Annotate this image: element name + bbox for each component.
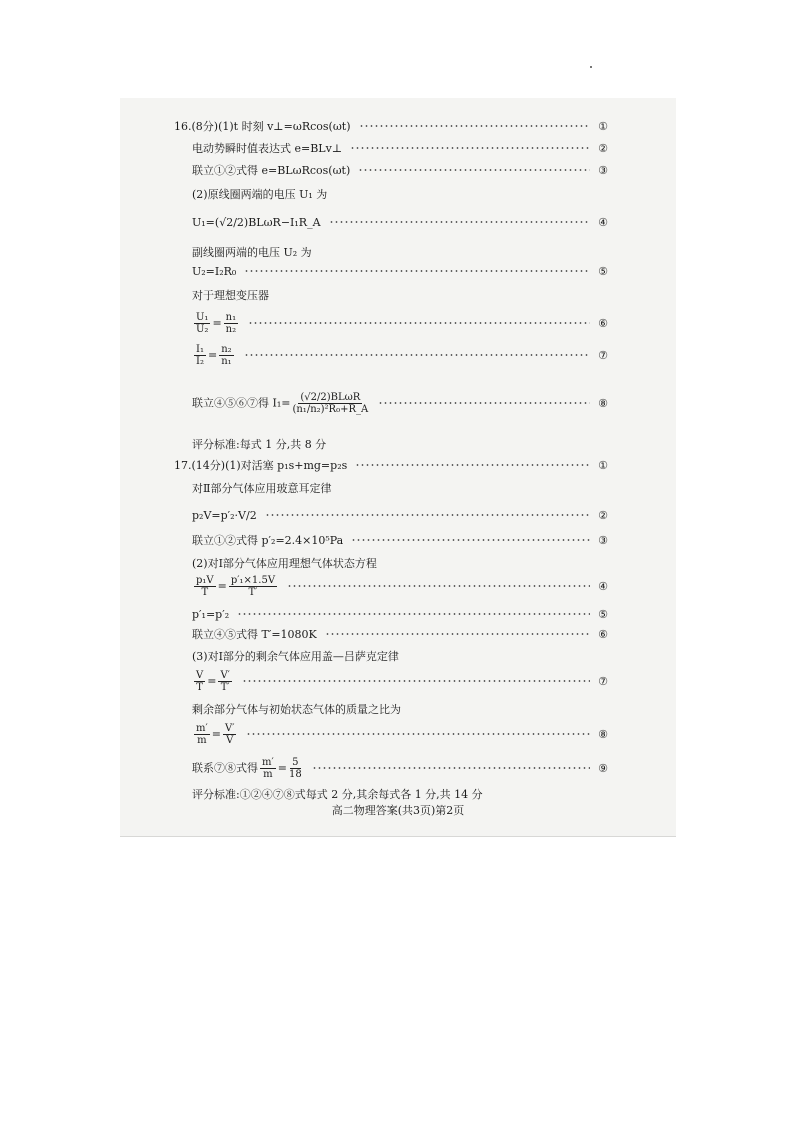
leader-dots: [355, 464, 590, 466]
eq-text: 联系⑦⑧式得 $\frac{m'}{m}$ = $\frac{5}{18}$: [192, 756, 302, 780]
q16-header: 16.(8分)(1)t 时刻 v⊥=ωRcos(ωt): [174, 120, 351, 133]
leader-dots: [244, 270, 590, 272]
leader-dots: [287, 585, 590, 587]
q17-eq4: [192, 572, 610, 600]
q17-part3-label: (3)对Ⅰ部分的剩余气体应用盖—吕萨克定律: [192, 650, 399, 663]
eq-text: 联立④⑤式得 T′=1080K: [192, 628, 317, 641]
leader-dots: [350, 147, 590, 149]
leader-dots: [325, 633, 590, 635]
eq-marker: ③: [598, 533, 608, 547]
q17-eq5: [192, 604, 610, 624]
eq-marker: ④: [598, 215, 608, 229]
q17-scoring: 评分标准:①②④⑦⑧式每式 2 分,其余每式各 1 分,共 14 分: [192, 788, 483, 801]
leader-dots: [359, 125, 591, 127]
eq-text: $\frac{V}{T}$ = $\frac{V'}{T'}$: [196, 669, 230, 693]
eq-text: p′₁=p′₂: [192, 607, 230, 621]
q17-eq8: [192, 720, 610, 748]
eq-marker: ①: [598, 119, 608, 133]
q16-eq6: [192, 310, 610, 336]
q17-eq7: [192, 667, 610, 695]
q17-eq9: [192, 754, 610, 782]
eq-text: 联立①②式得 e=BLωRcos(ωt): [192, 164, 351, 177]
q17-eq1: [174, 455, 610, 475]
q16-eq4: [192, 212, 610, 232]
leader-dots: [329, 221, 590, 223]
eq-text: $\frac{\text{I₁}}{\text{I₂}}$ = $\frac{\text{n₂}}{\text{n₁}}$: [196, 343, 232, 367]
eq-text: $\frac{\text{p₁V}}{T}$ = $\frac{\text{p′₁×1.5V}}{T'}$: [196, 574, 276, 598]
eq-marker: ⑦: [598, 348, 608, 362]
q17-part2-label: (2)对Ⅰ部分气体应用理想气体状态方程: [192, 557, 377, 570]
page-footer: 高二物理答案(共3页)第2页: [331, 804, 465, 817]
leader-dots: [248, 322, 590, 324]
leader-dots: [237, 613, 590, 615]
q17-eq6: [192, 624, 610, 644]
q16-eq7: [192, 342, 610, 368]
leader-dots: [246, 733, 590, 735]
eq-text: 电动势瞬时值表达式 e=BLv⊥: [192, 142, 343, 155]
eq-text: p₂V=p′₂·V/2: [192, 508, 257, 522]
leader-dots: [351, 539, 590, 541]
eq-text: U₂=I₂R₀: [192, 264, 237, 278]
leader-dots: [242, 680, 590, 682]
eq-text: 联立①②式得 p′₂=2.4×10⁵Pa: [192, 534, 344, 547]
eq-marker: ②: [598, 508, 608, 522]
eq-marker: ⑨: [598, 761, 608, 775]
q16-u2-label: 副线圈两端的电压 U₂ 为: [192, 246, 312, 259]
q16-eq2: [192, 138, 610, 158]
leader-dots: [265, 514, 590, 516]
eq-marker: ⑧: [598, 396, 608, 410]
leader-dots: [378, 402, 590, 404]
q16-eq8: [192, 378, 610, 428]
q17-eq3: [192, 530, 610, 550]
eq-marker: ⑥: [598, 316, 608, 330]
q17-boyle-label: 对Ⅱ部分气体应用玻意耳定律: [192, 482, 332, 495]
eq-marker: ⑤: [598, 264, 608, 278]
eq-marker: ⑦: [598, 674, 608, 688]
q17-eq2: [192, 502, 610, 528]
eq-marker: ⑤: [598, 607, 608, 621]
q16-scoring: 评分标准:每式 1 分,共 8 分: [192, 438, 327, 451]
q16-eq1: [174, 116, 610, 136]
q16-eq3: [192, 160, 610, 180]
eq-text: $\frac{m'}{m}$ = $\frac{V'}{V}$: [196, 722, 235, 746]
leader-dots: [244, 354, 590, 356]
eq-marker: ②: [598, 141, 608, 155]
eq-marker: ⑧: [598, 727, 608, 741]
q17-header: 17.(14分)(1)对活塞 p₁s+mg=p₂s: [174, 459, 348, 472]
eq-marker: ④: [598, 579, 608, 593]
eq-marker: ⑥: [598, 627, 608, 641]
q17-ratio-label: 剩余部分气体与初始状态气体的质量之比为: [192, 703, 401, 716]
leader-dots: [312, 767, 590, 769]
answer-sheet: [120, 98, 676, 837]
eq-marker: ③: [598, 163, 608, 177]
eq-text: $\frac{\text{U₁}}{\text{U₂}}$ = $\frac{\text{n₁}}{\text{n₂}}$: [196, 311, 237, 335]
q16-ideal-label: 对于理想变压器: [192, 289, 269, 302]
eq-marker: ①: [598, 458, 608, 472]
eq-text: 联立④⑤⑥⑦得 I₁= $\frac{\text{(√2/2)BLωR}}{\text{(n₁/n₂)²R₀+R\_A}}$: [192, 391, 369, 415]
q16-eq5: [192, 261, 610, 281]
q16-part2-label: (2)原线圈两端的电压 U₁ 为: [192, 188, 328, 201]
eq-text: U₁=(√2/2)BLωR−I₁R_A: [192, 215, 321, 229]
leader-dots: [358, 169, 590, 171]
scan-speck: [590, 66, 592, 68]
